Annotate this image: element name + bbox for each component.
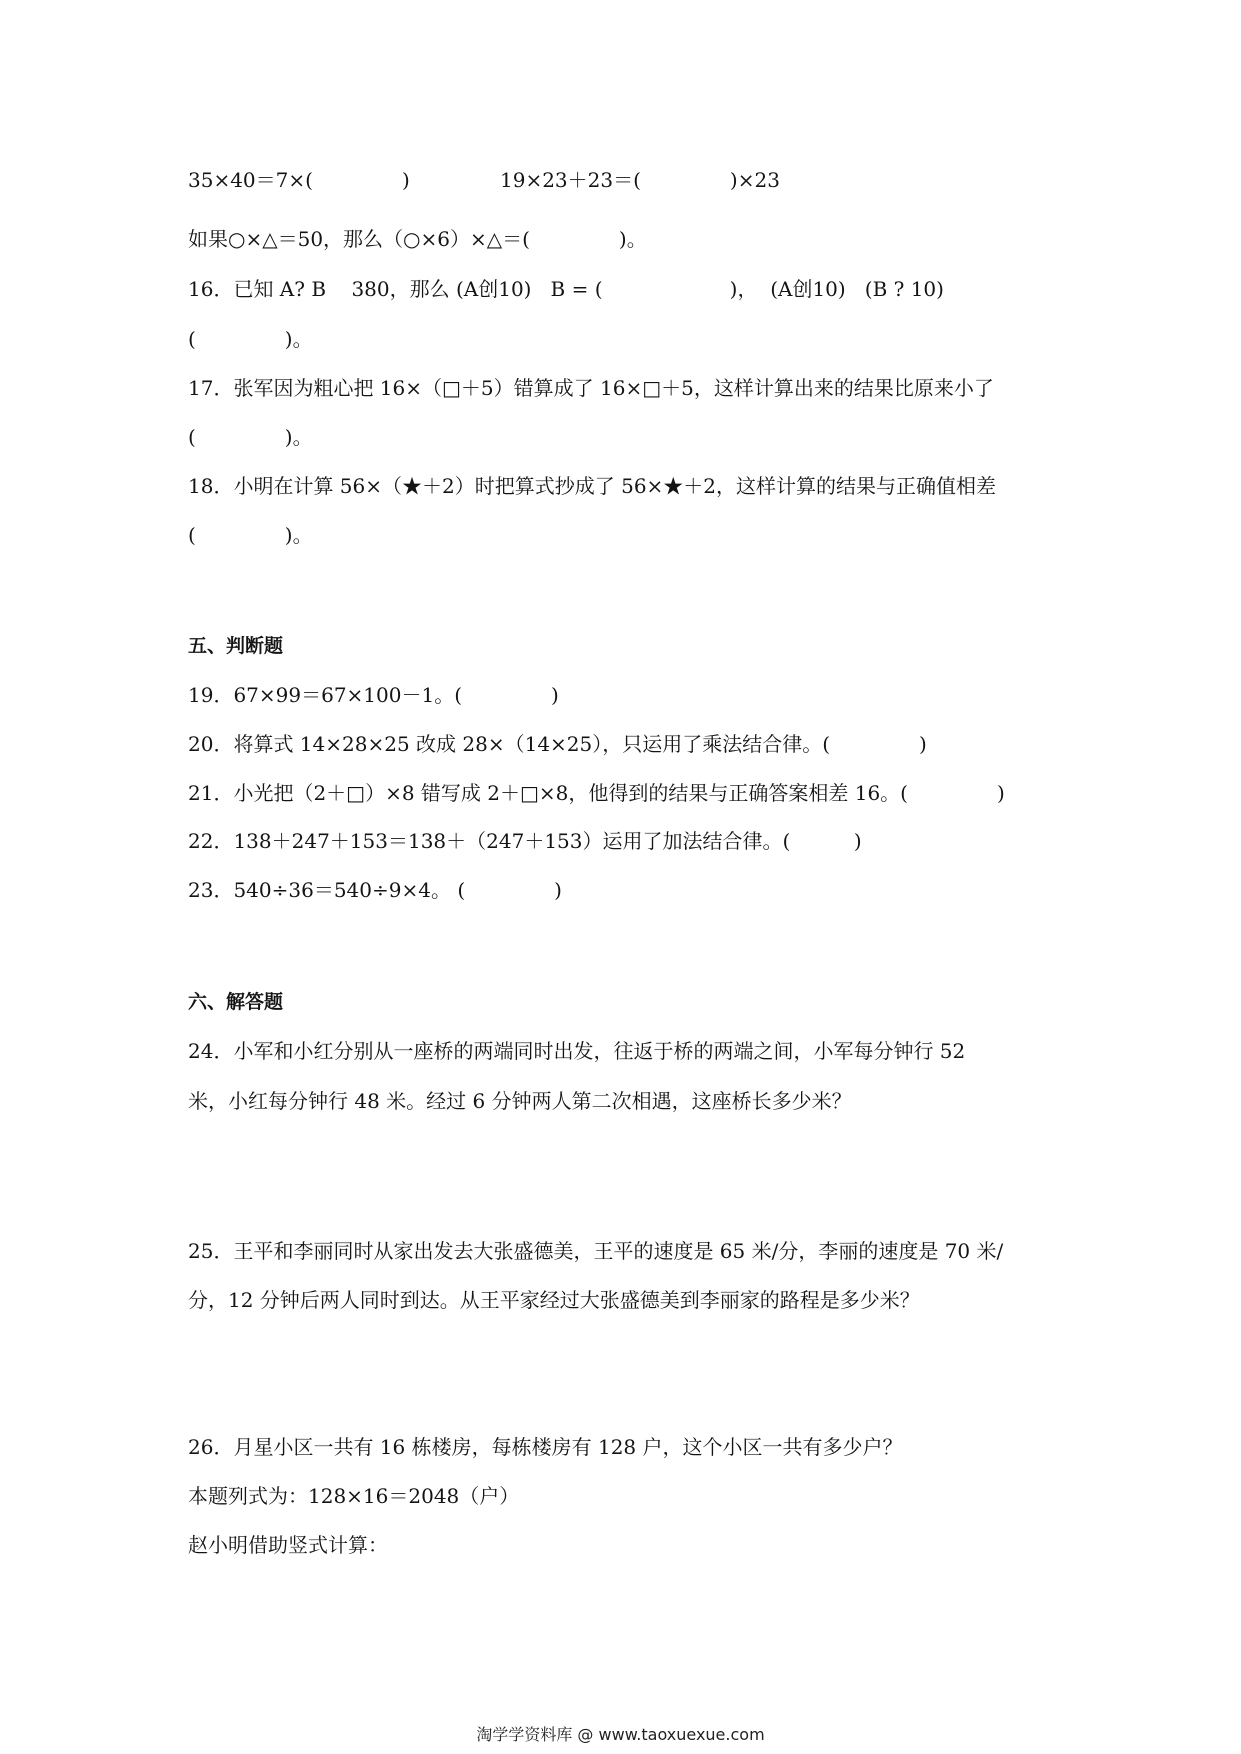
- question-26-line3: 赵小明借助竖式计算：: [188, 1533, 388, 1557]
- question-20: 20．将算式 14×28×25 改成 28×（14×25），只运用了乘法结合律。( ): [188, 732, 927, 756]
- question-17-line2: ( )。: [188, 425, 313, 449]
- question-26-line1: 26．月星小区一共有 16 栋楼房，每栋楼房有 128 户，这个小区一共有多少户？: [188, 1435, 903, 1459]
- question-16-line1: 16．已知 A? B 380，那么 (A创10) B = ( )， (A创10) (B ? 10): [188, 277, 944, 301]
- question-16-line2: ( )。: [188, 327, 313, 351]
- question-circle-triangle: 如果○×△＝50，那么（○×6）×△＝( )。: [188, 227, 647, 251]
- question-25-line2: 分，12 分钟后两人同时到达。从王平家经过大张盛德美到李丽家的路程是多少米？: [188, 1288, 920, 1312]
- question-24-line2: 米，小红每分钟行 48 米。经过 6 分钟两人第二次相遇，这座桥长多少米？: [188, 1089, 852, 1113]
- question-18-line1: 18．小明在计算 56×（★＋2）时把算式抄成了 56×★＋2，这样计算的结果与正确值相差: [188, 474, 997, 498]
- question-17-line1: 17．张军因为粗心把 16×（□＋5）错算成了 16×□＋5，这样计算出来的结果比原来小了: [188, 376, 994, 400]
- question-25-line1: 25．王平和李丽同时从家出发去大张盛德美，王平的速度是 65 米/分，李丽的速度是 70 米/: [188, 1239, 1004, 1263]
- eq-19x23: 19×23＋23＝( )×23: [500, 168, 780, 192]
- question-18-line2: ( )。: [188, 523, 313, 547]
- question-21: 21．小光把（2＋□）×8 错写成 2＋□×8，他得到的结果与正确答案相差 16。( ): [188, 781, 1005, 805]
- question-24-line1: 24．小军和小红分别从一座桥的两端同时出发，往返于桥的两端之间，小军每分钟行 52: [188, 1039, 966, 1063]
- question-26-line2: 本题列式为：128×16＝2048（户）: [188, 1484, 520, 1508]
- question-19: 19．67×99＝67×100－1。( ): [188, 683, 559, 707]
- section-6-title: 六、解答题: [188, 991, 284, 1013]
- question-23: 23．540÷36＝540÷9×4。 ( ): [188, 878, 562, 902]
- question-22: 22．138＋247＋153＝138＋（247＋153）运用了加法结合律。( ): [188, 829, 862, 853]
- footer-watermark: 淘学学资料库 @ www.taoxuexue.com: [476, 1725, 765, 1744]
- eq-35x40: 35×40＝7×( ): [188, 168, 410, 192]
- section-5-title: 五、判断题: [188, 635, 284, 657]
